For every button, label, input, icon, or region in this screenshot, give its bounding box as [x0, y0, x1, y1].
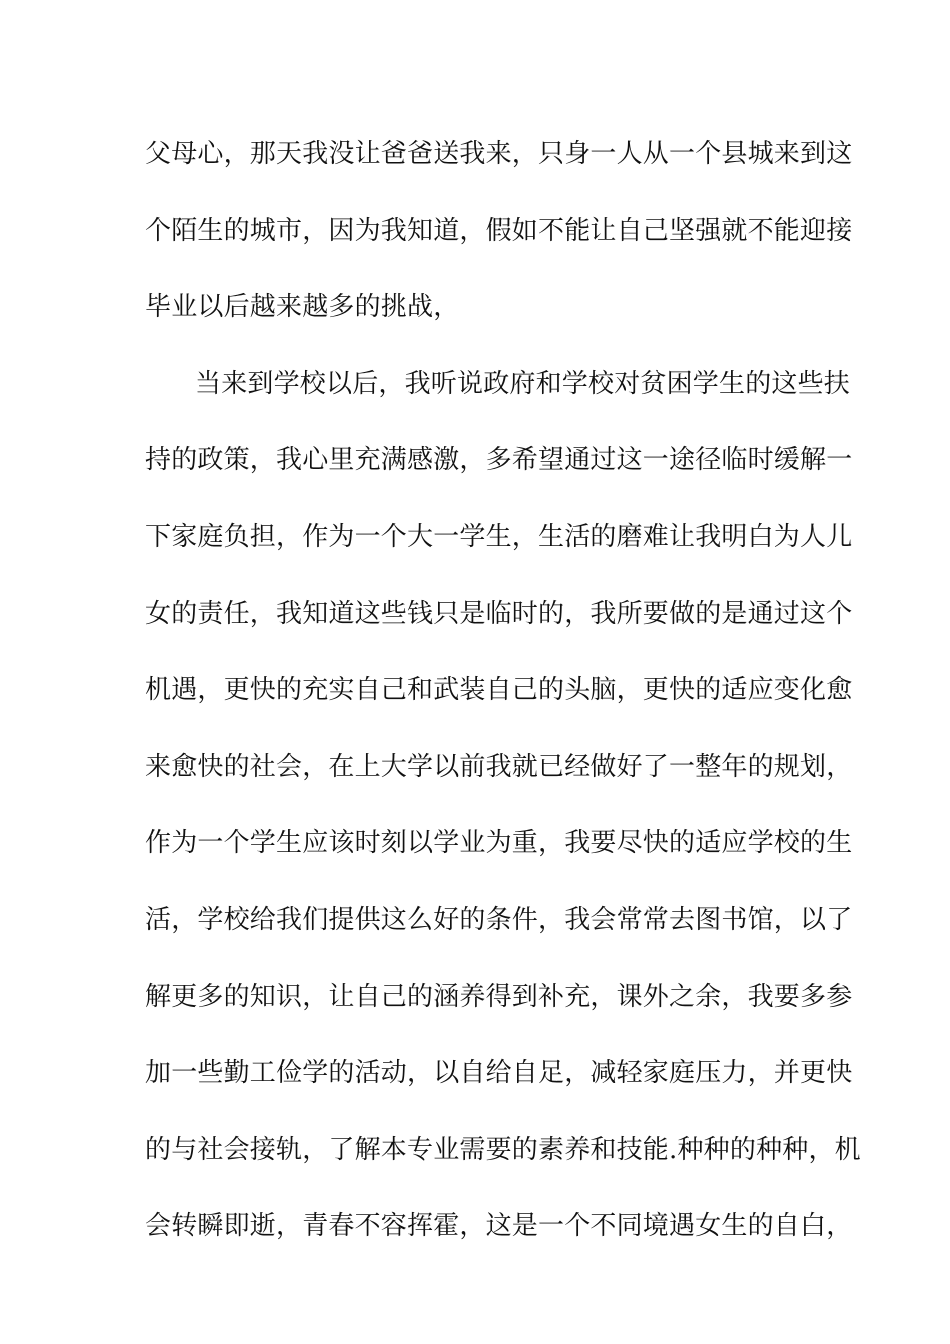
text-line: 解更多的知识，让自己的涵养得到补充，课外之余，我要多参	[145, 981, 853, 1012]
text-line: 父母心，那天我没让爸爸送我来，只身一人从一个县城来到这	[145, 139, 853, 169]
text-line: 活，学校给我们提供这么好的条件，我会常常去图书馆，以了	[145, 904, 853, 935]
text-line: 加一些勤工俭学的活动，以自给自足，减轻家庭压力，并更快	[145, 1058, 853, 1089]
text-line: 机遇，更快的充实自己和武装自己的头脑，更快的适应变化愈	[145, 675, 853, 706]
text-line: 个陌生的城市，因为我知道，假如不能让自己坚强就不能迎接	[145, 215, 853, 246]
text-line: 女的责任，我知道这些钱只是临时的，我所要做的是通过这个	[145, 598, 853, 629]
text-line: 会转瞬即逝，青春不容挥霍，这是一个不同境遇女生的自白，	[145, 1211, 853, 1242]
text-line: 下家庭负担，作为一个大一学生，生活的磨难让我明白为人儿	[145, 521, 853, 552]
text-line: 的与社会接轨，了解本专业需要的素养和技能.种种的种种，机	[145, 1134, 861, 1165]
text-line: 来愈快的社会，在上大学以前我就已经做好了一整年的规划，	[145, 751, 853, 782]
paragraph-start-line: 当来到学校以后，我听说政府和学校对贫困学生的这些扶	[195, 368, 851, 399]
text-line: 作为一个学生应该时刻以学业为重，我要尽快的适应学校的生	[145, 828, 853, 859]
text-line: 毕业以后越来越多的挑战，	[145, 292, 460, 323]
text-line: 持的政策，我心里充满感激，多希望通过这一途径临时缓解一	[145, 445, 853, 476]
body-text	[145, 132, 861, 1281]
